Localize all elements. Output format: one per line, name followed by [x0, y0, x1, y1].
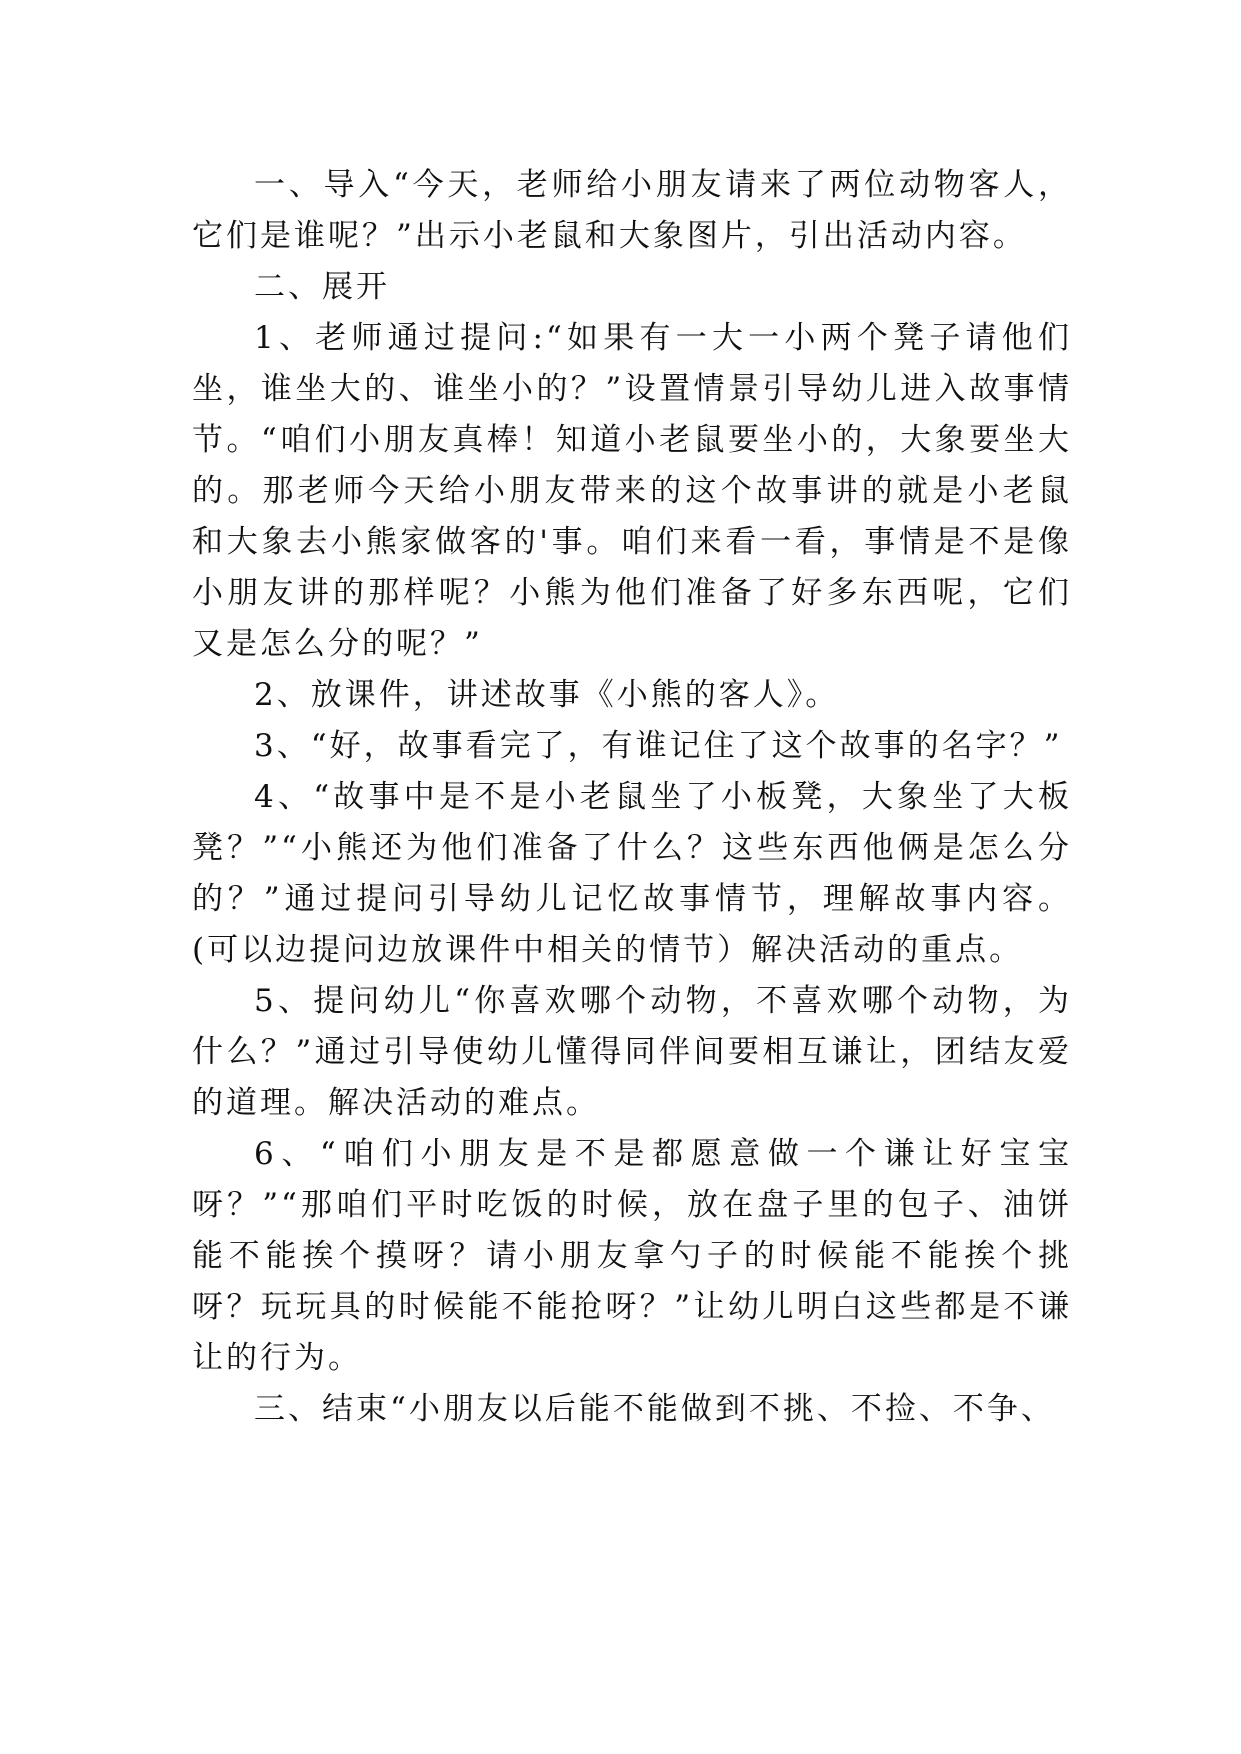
paragraph-step-3: 3、“好，故事看完了，有谁记住了这个故事的名字？”: [254, 728, 1063, 764]
paragraph-step-6: 6、“咱们小朋友是不是都愿意做一个谦让好宝宝呀？”“那咱们平时吃饭的时候，放在盘子里的包子、油饼能不能挨个摸呀？请小朋友拿勺子的时候能不能挨个挑呀？玩玩具的时候能不能抢呀？”让幼儿明白这些都是不谦让的行为。: [192, 1136, 1072, 1376]
paragraph-section-heading: 二、展开: [254, 269, 390, 305]
paragraph-step-4: 4、“故事中是不是小老鼠坐了小板凳，大象坐了大板凳？”“小熊还为他们准备了什么？这些东西他俩是怎么分的？”通过提问引导幼儿记忆故事情节，理解故事内容。(可以边提问边放课件中相关的情节）解决活动的重点。: [192, 779, 1072, 968]
paragraph-intro: 一、导入“今天，老师给小朋友请来了两位动物客人，它们是谁呢？”出示小老鼠和大象图片，引出活动内容。: [192, 167, 1072, 254]
paragraph-ending: 三、结束“小朋友以后能不能做到不挑、不捡、不争、: [254, 1391, 1055, 1427]
paragraph-step-5: 5、提问幼儿“你喜欢哪个动物，不喜欢哪个动物，为什么？”通过引导使幼儿懂得同伴间要相互谦让，团结友爱的道理。解决活动的难点。: [192, 983, 1072, 1121]
paragraph-step-2: 2、放课件，讲述故事《小熊的客人》。: [254, 677, 840, 713]
document-body: [192, 160, 1072, 1435]
paragraph-step-1: 1、老师通过提问:“如果有一大一小两个凳子请他们坐，谁坐大的、谁坐小的？”设置情景引导幼儿进入故事情节。“咱们小朋友真棒！知道小老鼠要坐小的，大象要坐大的。那老师今天给小朋友带来的这个故事讲的就是小老鼠和大象去小熊家做客的'事。咱们来看一看，事情是不是像小朋友讲的那样呢？小熊为他们准备了好多东西呢，它们又是怎么分的呢？”: [192, 320, 1072, 662]
